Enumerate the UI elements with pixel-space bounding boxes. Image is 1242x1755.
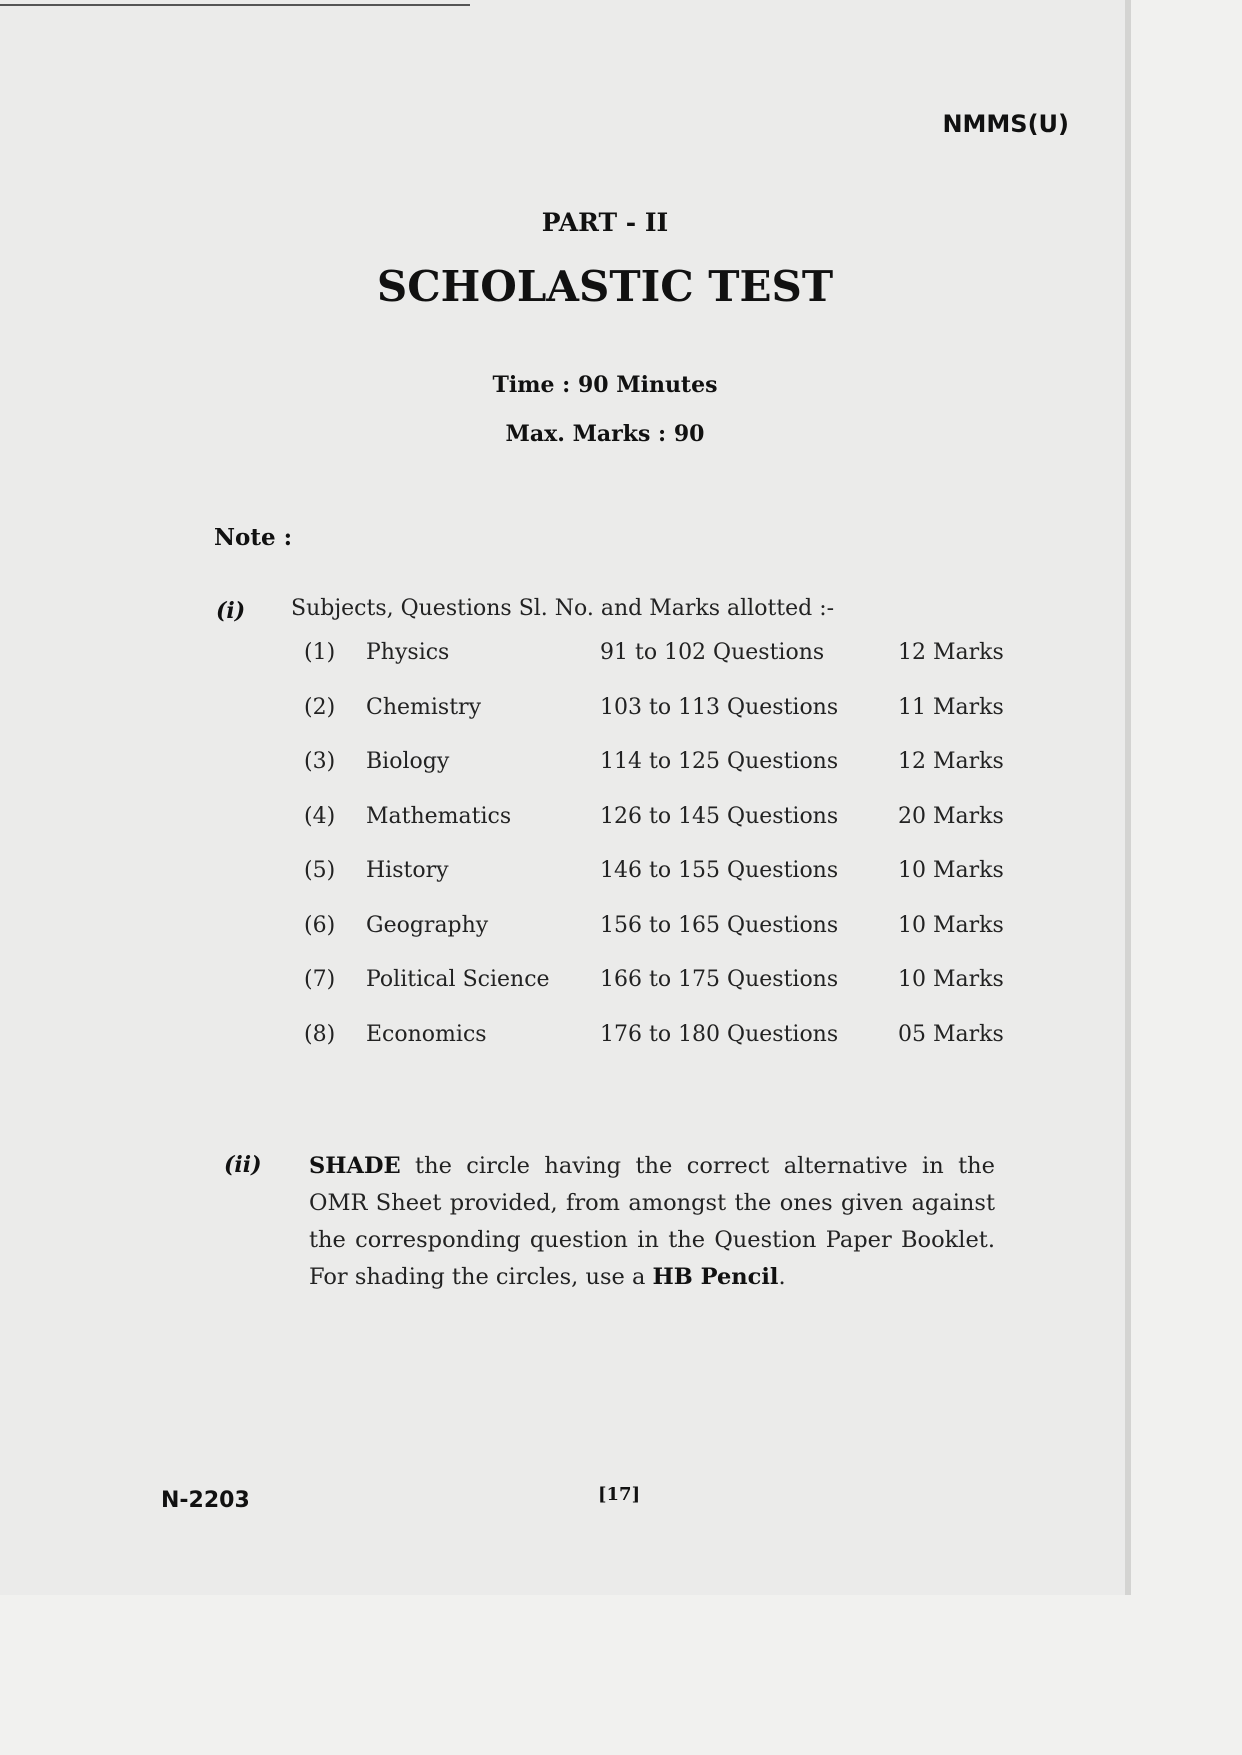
subject-number: (1) bbox=[304, 640, 336, 665]
page-number: [17] bbox=[598, 1484, 641, 1505]
item-ii-text bbox=[309, 1148, 995, 1296]
test-title: SCHOLASTIC TEST bbox=[376, 262, 834, 311]
exam-code: NMMS(U) bbox=[942, 110, 1069, 138]
subject-marks: 10 Marks bbox=[898, 858, 1004, 883]
question-range: 166 to 175 Questions bbox=[600, 967, 839, 992]
subject-number: (8) bbox=[304, 1021, 336, 1047]
subject-row bbox=[300, 858, 1040, 913]
instruction-end: . bbox=[778, 1264, 786, 1290]
question-range: 114 to 125 Questions bbox=[600, 749, 839, 774]
part-heading: PART - II bbox=[541, 208, 669, 237]
question-range: 103 to 113 Questions bbox=[600, 694, 839, 720]
subject-name: History bbox=[366, 858, 449, 883]
note-label: Note : bbox=[214, 524, 293, 551]
top-rule bbox=[0, 4, 470, 6]
max-marks: Max. Marks : 90 bbox=[505, 421, 705, 447]
time-allowed: Time : 90 Minutes bbox=[492, 372, 718, 398]
subject-name: Political Science bbox=[366, 967, 550, 992]
question-range: 156 to 165 Questions bbox=[600, 912, 839, 938]
subject-row bbox=[300, 749, 1040, 804]
subject-number: (7) bbox=[304, 967, 336, 992]
shade-keyword: SHADE bbox=[309, 1153, 401, 1179]
subject-marks: 05 Marks bbox=[898, 1021, 1004, 1047]
subject-marks: 12 Marks bbox=[898, 749, 1004, 774]
subjects-table bbox=[300, 640, 1040, 1076]
subject-row bbox=[300, 695, 1040, 750]
subject-name: Economics bbox=[366, 1021, 487, 1047]
subject-row bbox=[300, 913, 1040, 968]
subject-marks: 20 Marks bbox=[898, 803, 1004, 829]
subject-marks: 10 Marks bbox=[898, 912, 1004, 938]
instruction-body: the circle having the correct alternative in the OMR Sheet provided, from amongst the ones given against the corresponding question in the Question Paper Booklet. For shading the circles, use a bbox=[309, 1153, 995, 1290]
subject-row bbox=[300, 967, 1040, 1022]
subject-row bbox=[300, 1022, 1040, 1077]
subject-name: Mathematics bbox=[366, 803, 512, 829]
item-ii-number: (ii) bbox=[224, 1152, 262, 1178]
subject-marks: 12 Marks bbox=[898, 640, 1004, 665]
item-i-text: Subjects, Questions Sl. No. and Marks allotted :- bbox=[291, 596, 835, 621]
subject-name: Chemistry bbox=[366, 694, 481, 720]
subject-number: (5) bbox=[304, 858, 336, 883]
hb-pencil-keyword: HB Pencil bbox=[652, 1264, 779, 1290]
subject-number: (6) bbox=[304, 912, 336, 938]
subject-marks: 11 Marks bbox=[898, 694, 1004, 720]
subject-number: (2) bbox=[304, 694, 336, 720]
item-i-number: (i) bbox=[216, 598, 246, 624]
question-range: 91 to 102 Questions bbox=[600, 640, 825, 665]
booklet-code: N-2203 bbox=[161, 1488, 250, 1513]
subject-row bbox=[300, 804, 1040, 859]
subject-number: (4) bbox=[304, 803, 336, 829]
subject-row bbox=[300, 640, 1040, 695]
question-range: 146 to 155 Questions bbox=[600, 858, 839, 883]
subject-name: Physics bbox=[366, 640, 450, 665]
subject-number: (3) bbox=[304, 749, 336, 774]
subject-name: Biology bbox=[366, 749, 450, 774]
question-range: 126 to 145 Questions bbox=[600, 803, 839, 829]
question-range: 176 to 180 Questions bbox=[600, 1021, 839, 1047]
subject-name: Geography bbox=[366, 912, 489, 938]
subject-marks: 10 Marks bbox=[898, 967, 1004, 992]
